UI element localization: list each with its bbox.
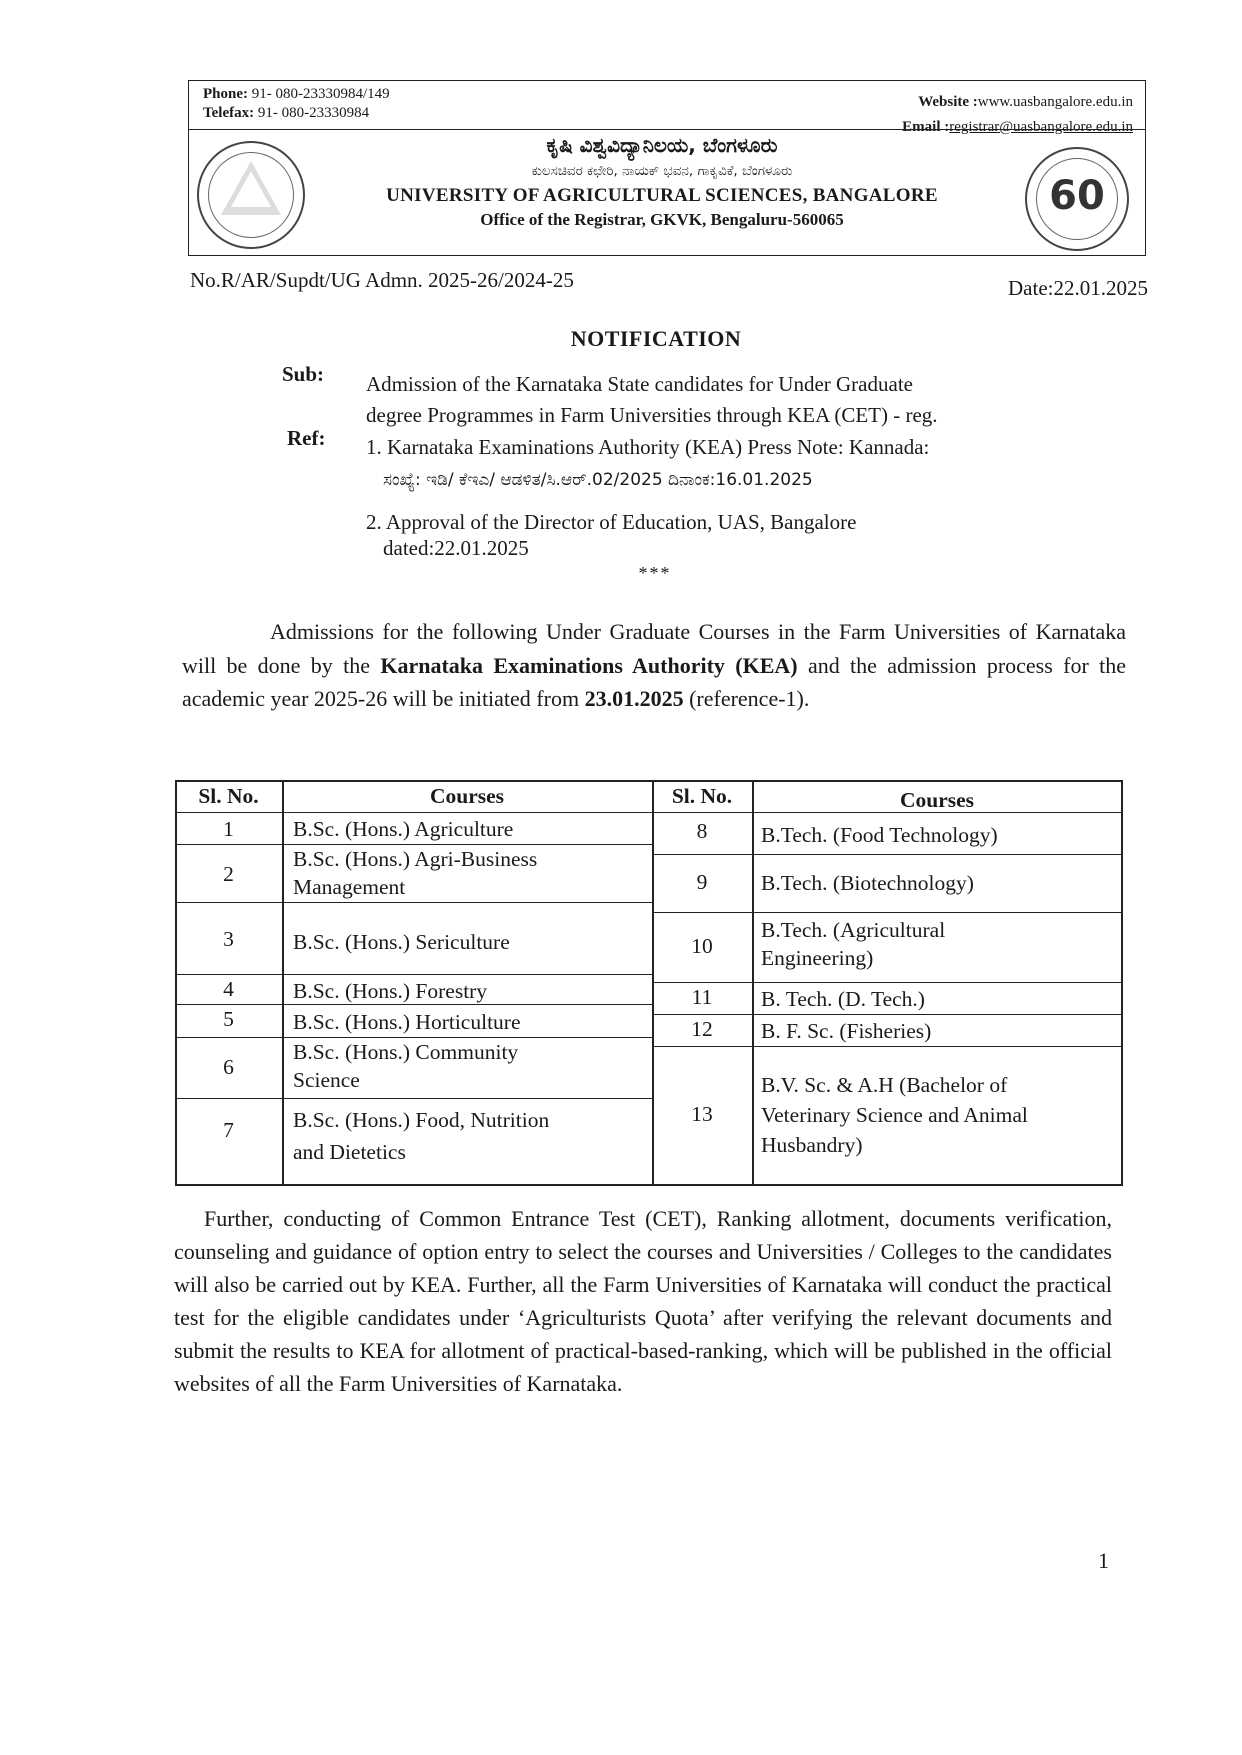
intro-text-1: Admissions for the following Under Graduate Courses in the Farm Universities of Karnataka will be done by the — [182, 619, 1126, 678]
row-10-course: B.Tech. (Agricultural Engineering) — [761, 918, 946, 970]
row-13-course: B.V. Sc. & A.H (Bachelor of Veterinary Science and Animal Husbandry) — [761, 1073, 1028, 1157]
kannada-office-address: ಕುಲಸಚಿವರ ಕಛೇರಿ, ನಾಯಕ್ ಭವನ, ಗಾಕೃವಿಕೆ, ಬೆಂಗಳೂರು — [531, 163, 793, 179]
row-9-course: B.Tech. (Biotechnology) — [761, 871, 974, 895]
row-7-sl: 7 — [223, 1118, 234, 1142]
intro-paragraph — [182, 615, 1126, 716]
email-label: Email : — [902, 119, 950, 135]
courses-table — [175, 780, 1123, 1185]
row-1-sl: 1 — [223, 817, 234, 841]
university-seal-icon — [197, 141, 305, 249]
intro-text-3: (reference-1). — [683, 686, 810, 711]
anniversary-number: 60 — [1049, 173, 1105, 219]
notification-date: Date:22.01.2025 — [1008, 276, 1148, 300]
university-name: UNIVERSITY OF AGRICULTURAL SCIENCES, BANGALORE — [386, 185, 938, 206]
row-12-sl: 12 — [691, 1017, 713, 1041]
row-6-course: B.Sc. (Hons.) Community Science — [293, 1040, 519, 1092]
row-3-sl: 3 — [223, 927, 234, 951]
details-paragraph: Further, conducting of Common Entrance Test (CET), Ranking allotment, documents verification, counseling and guidance of option entry to select the courses and Universities / Colleges to the candidates will also be carried out by KEA. Further, all the Farm Universities of Karnataka will conduct the practical test for the eligible candidates under ‘Agriculturists Quota’ after verifying the relevant documents and submit the results to KEA for allotment of practical-based-ranking, which will be published in the official websites of all the Farm Universities of Karnataka. — [174, 1206, 1112, 1396]
reference-item-2-date: dated:22.01.2025 — [383, 536, 529, 560]
row-13-sl: 13 — [691, 1102, 713, 1126]
row-9-sl: 9 — [696, 870, 708, 894]
intro-text-2: and the admission process for the academic year 2025-26 will be initiated from — [182, 652, 1127, 711]
row-8-sl: 8 — [696, 819, 708, 843]
letterhead — [188, 80, 1146, 256]
row-12-course: B. F. Sc. (Fisheries) — [761, 1019, 932, 1043]
subject-line-1: Admission of the Karnataka State candidates for Under Graduate — [366, 372, 913, 396]
notification-heading: NOTIFICATION — [570, 326, 742, 351]
telefax-label: Telefax: — [203, 105, 255, 121]
website-link[interactable]: www.uasbangalore.edu.in — [977, 94, 1133, 110]
header-courses-right: Courses — [899, 788, 975, 812]
letterhead-divider — [189, 129, 1145, 130]
reference-item-2: 2. Approval of the Director of Education, UAS, Bangalore — [366, 510, 857, 534]
header-sl-no-left: Sl. No. — [198, 784, 259, 808]
row-1-course: B.Sc. (Hons.) Agriculture — [293, 817, 514, 841]
intro-bold-date: 23.01.2025 — [584, 686, 684, 711]
header-sl-no-right: Sl. No. — [671, 784, 733, 808]
row-6-sl: 6 — [223, 1055, 234, 1079]
row-3-course: B.Sc. (Hons.) Sericulture — [293, 930, 510, 954]
anniversary-seal-icon — [1025, 147, 1129, 251]
separator-stars: *** — [638, 563, 672, 583]
website-label: Website : — [918, 94, 978, 110]
intro-bold-kea: Karnataka Examinations Authority (KEA) — [380, 652, 798, 678]
kannada-university-name: ಕೃಷಿ ವಿಶ್ವವಿದ್ಯಾನಿಲಯ, ಬೆಂಗಳೂರು — [546, 133, 778, 157]
phone-number: 91- 080-23330984/149 — [248, 86, 390, 102]
email-link[interactable]: registrar@uasbangalore.edu.in — [949, 119, 1133, 135]
row-5-sl: 5 — [223, 1007, 234, 1031]
telefax-number: 91- 080-23330984 — [254, 105, 370, 121]
contact-phones — [203, 85, 390, 123]
header-courses-left: Courses — [429, 784, 505, 808]
row-2-sl: 2 — [223, 862, 234, 886]
row-5-course: B.Sc. (Hons.) Horticulture — [293, 1010, 521, 1034]
reference-number: No.R/AR/Supdt/UG Admn. 2025-26/2024-25 — [190, 268, 574, 292]
reference-item-1: 1. Karnataka Examinations Authority (KEA) Press Note: Kannada: — [366, 435, 930, 459]
row-10-sl: 10 — [691, 934, 713, 958]
row-2-course: B.Sc. (Hons.) Agri-Business Management — [293, 847, 538, 899]
phone-label: Phone: — [203, 86, 248, 102]
page-number: 1 — [1098, 1548, 1109, 1573]
reference-item-1-kannada: ಸಂಖ್ಯೆ: ಇಡಿ/ ಕೆಇಎ/ ಆಡಳಿತ/ಸಿ.ಆರ್.02/2025 ದಿನಾಂಕ:16.01.2025 — [383, 470, 813, 490]
row-8-course: B.Tech. (Food Technology) — [761, 823, 998, 847]
row-11-course: B. Tech. (D. Tech.) — [761, 987, 925, 1011]
reference-label: Ref: — [287, 426, 326, 450]
registrar-office: Office of the Registrar, GKVK, Bengaluru-560065 — [480, 210, 844, 229]
row-4-course: B.Sc. (Hons.) Forestry — [293, 979, 488, 1003]
subject-line-2: degree Programmes in Farm Universities through KEA (CET) - reg. — [366, 403, 938, 427]
letterhead-titles — [309, 131, 1015, 231]
row-4-sl: 4 — [223, 977, 234, 1001]
subject-label: Sub: — [282, 362, 325, 386]
row-7-course: B.Sc. (Hons.) Food, Nutrition and Dietetics — [293, 1108, 550, 1164]
row-11-sl: 11 — [691, 985, 713, 1009]
